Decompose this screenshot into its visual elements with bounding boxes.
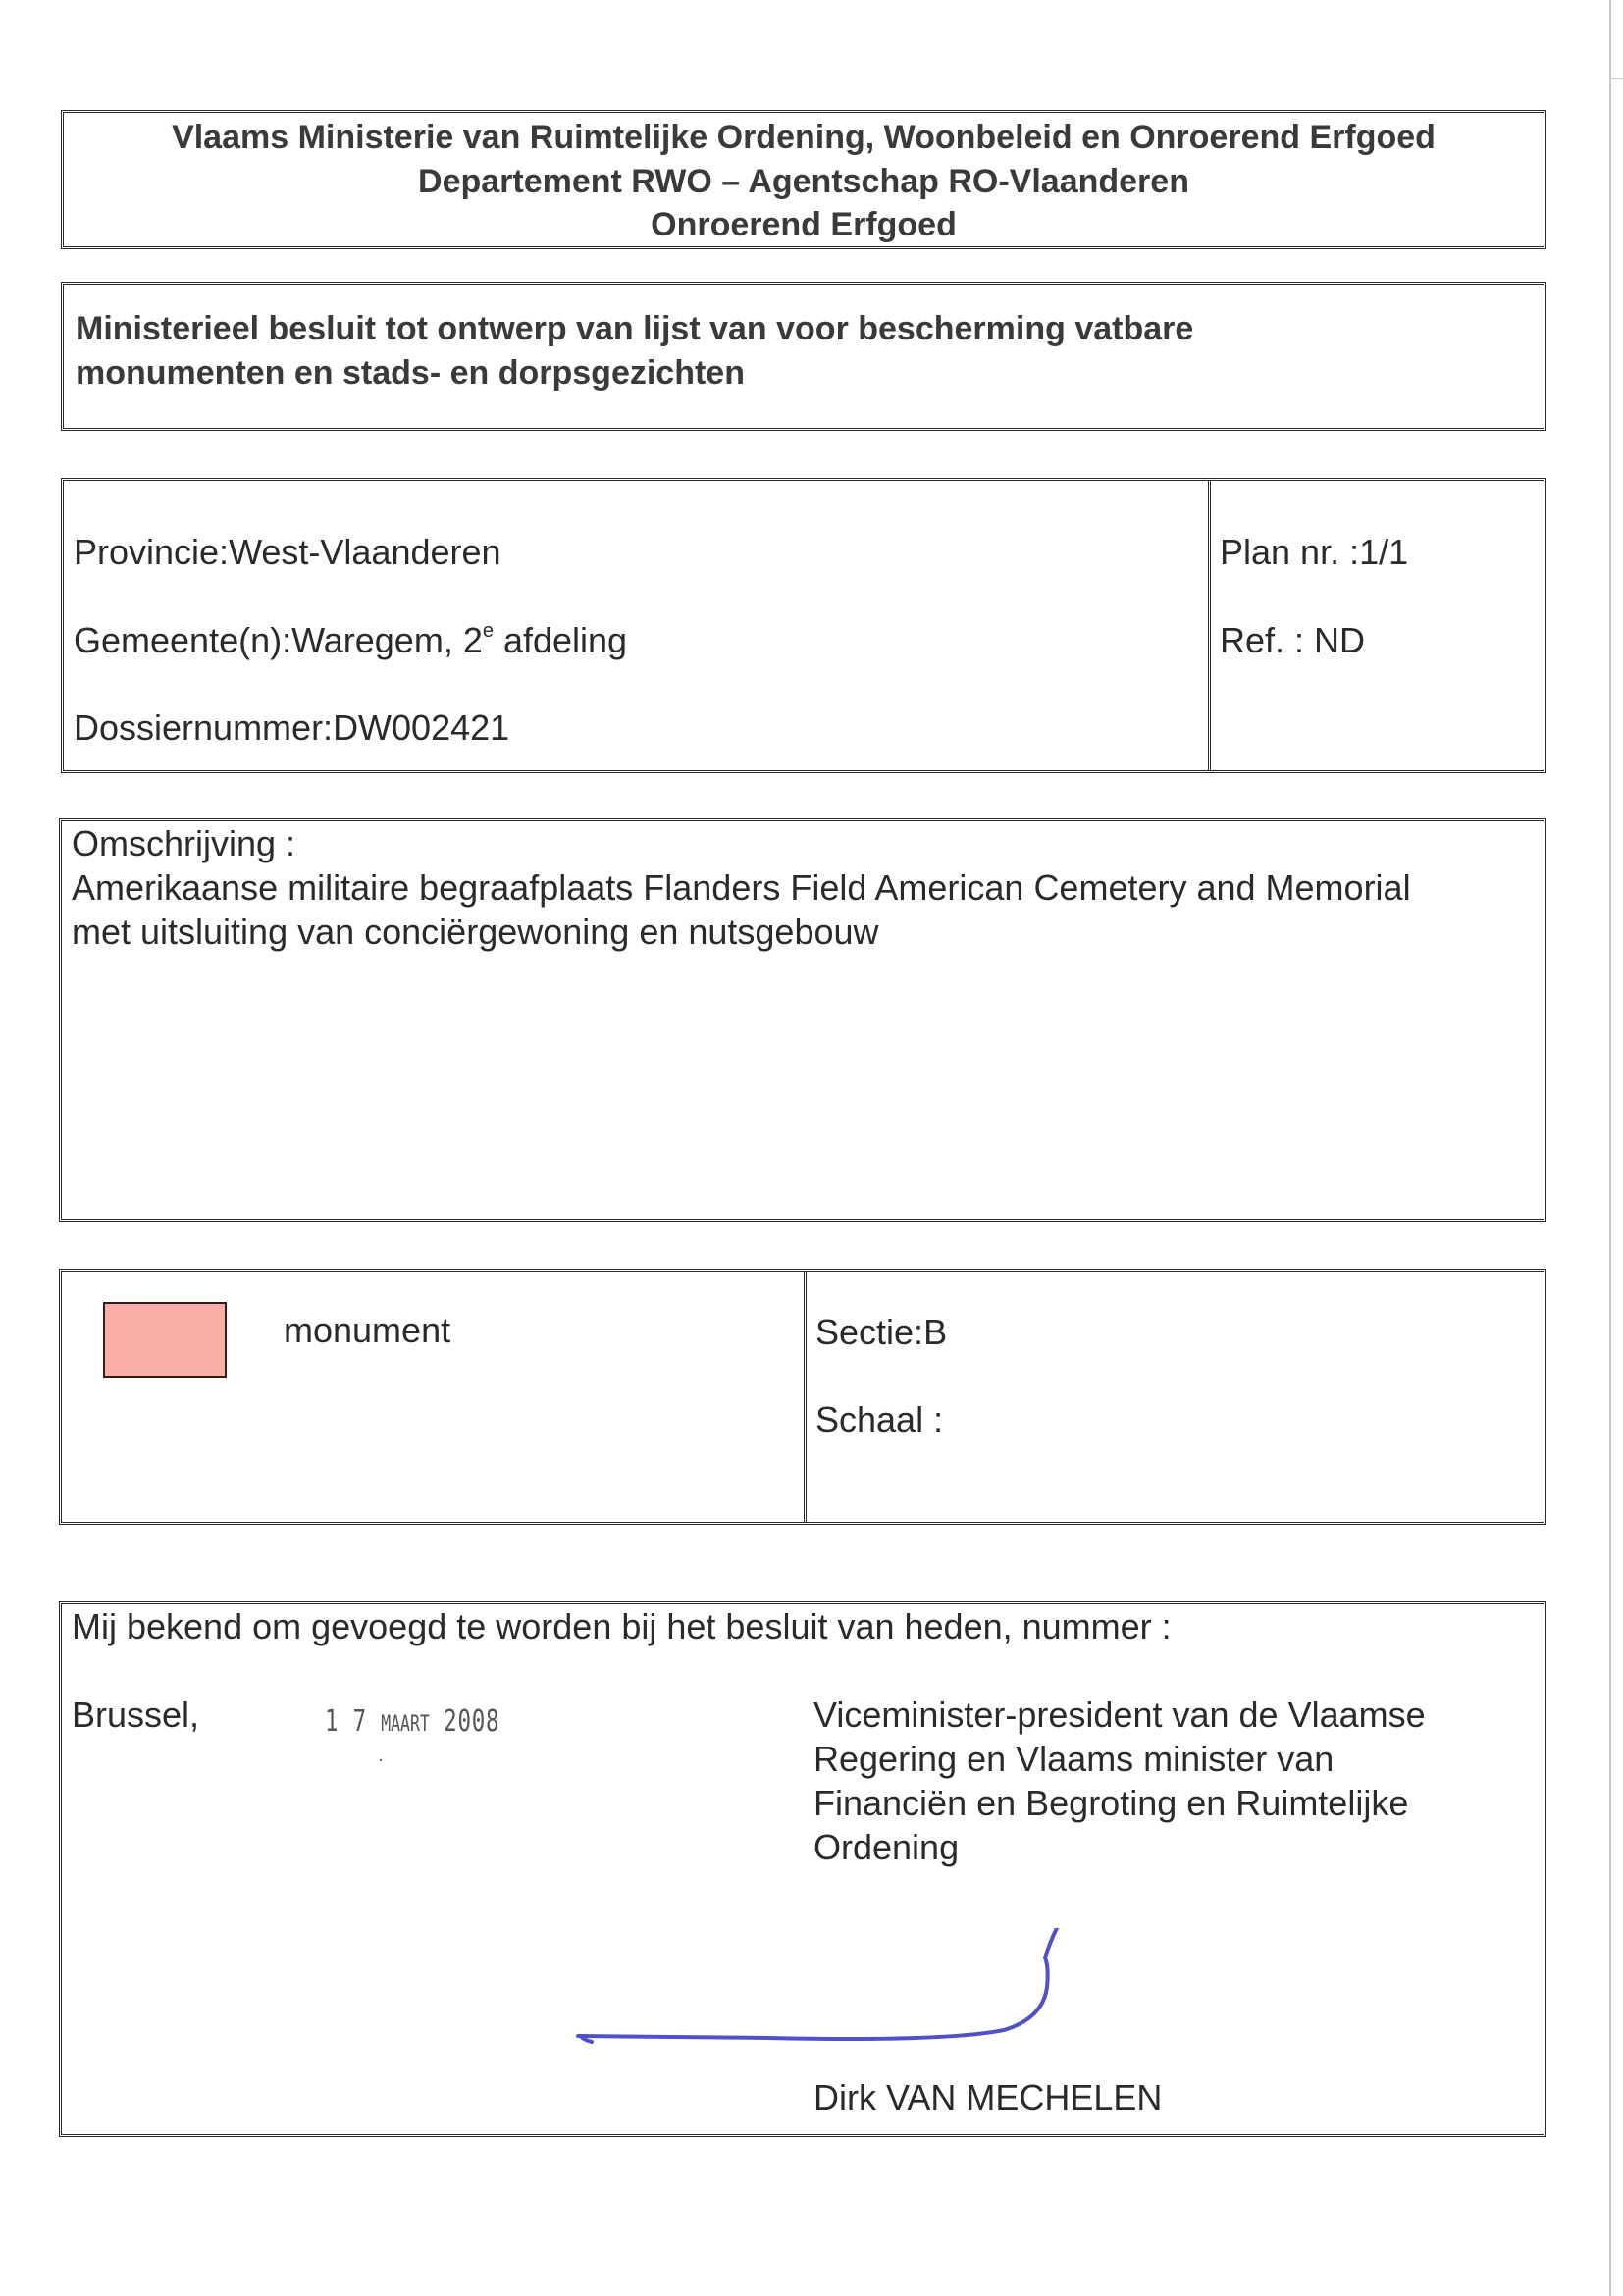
monument-legend-swatch — [103, 1302, 227, 1378]
location-info-box — [61, 478, 1546, 773]
decree-title-line1: Ministerieel besluit tot ontwerp van lijst van voor bescherming vatbare — [76, 310, 1194, 347]
ref-label: Ref. : — [1220, 620, 1315, 660]
legend-box — [59, 1269, 1546, 1525]
provincie-label: Provincie: — [74, 532, 230, 572]
stamp-year: 2008 — [444, 1704, 500, 1739]
signature-intro: Mij bekend om gevoegd te worden bij het besluit van heden, nummer : — [72, 1606, 1172, 1646]
signatory-title-line2: Regering en Vlaams minister van — [813, 1739, 1335, 1779]
stamp-month: MAART — [381, 1712, 430, 1737]
provincie-field — [74, 533, 501, 572]
gemeente-value: Waregem, 2 — [291, 620, 483, 660]
gemeente-suffix: afdeling — [493, 620, 628, 660]
signatory-title-line4: Ordening — [813, 1827, 960, 1867]
signature-place: Brussel, — [72, 1695, 200, 1735]
stamp-day: 1 7 — [325, 1704, 367, 1739]
description-box — [59, 818, 1546, 1222]
page-edge-tick — [1610, 78, 1623, 79]
signatory-title-line1: Viceminister-president van de Vlaamse — [813, 1695, 1426, 1735]
legend-item-label: monument — [284, 1310, 451, 1350]
date-stamp — [325, 1704, 499, 1739]
description-line1: Amerikaanse militaire begraafplaats Flanders Field American Cemetery and Memorial — [72, 867, 1411, 908]
dossier-label: Dossiernummer: — [74, 707, 334, 748]
handwritten-signature-icon — [572, 1928, 1102, 2046]
description-label: Omschrijving : — [72, 823, 296, 863]
signatory-name: Dirk VAN MECHELEN — [813, 2077, 1163, 2117]
sectie-label: Sectie: — [815, 1312, 924, 1352]
dossier-value: DW002421 — [333, 707, 510, 748]
signature-box — [59, 1601, 1546, 2137]
description-line2: met uitsluiting van conciërgewoning en nutsgebouw — [72, 912, 879, 952]
page-edge-line — [1609, 0, 1611, 2296]
plan-label: Plan nr. : — [1220, 532, 1360, 572]
schaal-field — [815, 1400, 943, 1439]
sectie-field — [815, 1313, 947, 1352]
gemeente-field — [74, 621, 627, 660]
agency-name: Onroerend Erfgoed — [651, 206, 957, 243]
legend-divider — [804, 1272, 808, 1522]
ref-value: ND — [1314, 620, 1366, 660]
ministry-header-box — [61, 110, 1546, 249]
signatory-title-line3: Financiën en Begroting en Ruimtelijke — [813, 1783, 1409, 1823]
stamp-dot — [380, 1759, 382, 1761]
plan-field — [1220, 533, 1408, 572]
provincie-value: West-Vlaanderen — [229, 532, 501, 572]
ref-field — [1220, 621, 1365, 660]
department-name: Departement RWO – Agentschap RO-Vlaanderen — [418, 163, 1189, 200]
dossier-field — [74, 708, 509, 748]
ministry-name: Vlaams Ministerie van Ruimtelijke Ordening, Woonbeleid en Onroerend Erfgoed — [172, 119, 1436, 156]
decree-title-box — [61, 282, 1546, 431]
gemeente-label: Gemeente(n): — [74, 620, 292, 660]
gemeente-ordinal-sup: e — [482, 620, 494, 642]
sectie-value: B — [923, 1312, 948, 1352]
schaal-label: Schaal : — [815, 1399, 944, 1439]
decree-title-line2: monumenten en stads- en dorpsgezichten — [76, 354, 745, 391]
location-divider — [1208, 481, 1212, 770]
plan-value: 1/1 — [1359, 532, 1409, 572]
